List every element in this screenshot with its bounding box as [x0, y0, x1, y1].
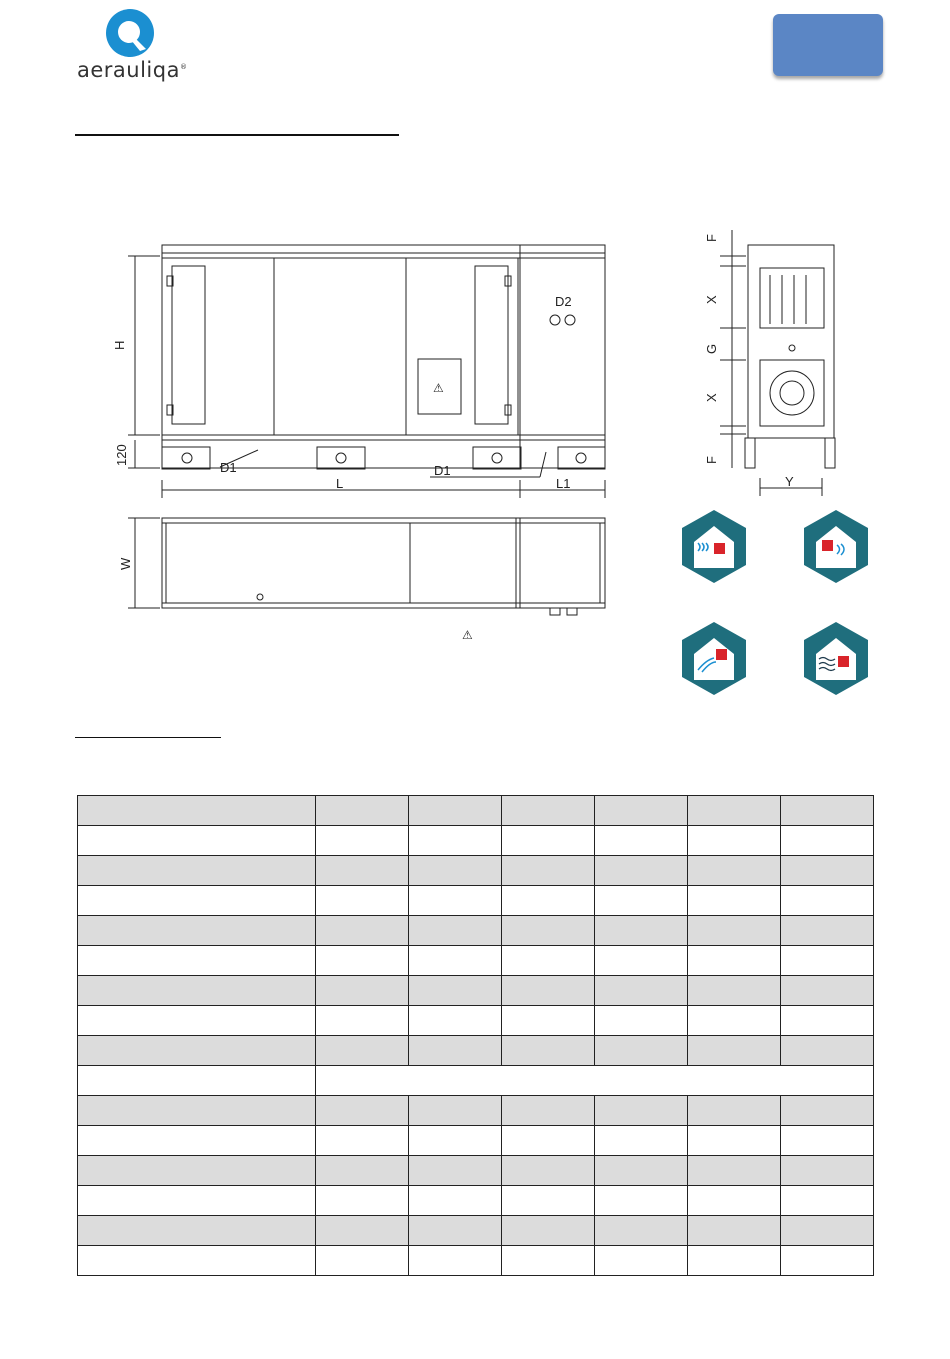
- row-label-cell: [78, 1066, 316, 1096]
- value-cell: [688, 1096, 781, 1126]
- row-label-cell: [78, 1186, 244, 1216]
- dim-label-g: G: [704, 343, 719, 354]
- value-cell: [595, 1126, 688, 1156]
- value-cell: [688, 826, 781, 856]
- value-cell: [595, 826, 688, 856]
- value-cell: [595, 976, 688, 1006]
- value-cell: [316, 1006, 409, 1036]
- row-label-cell: [78, 1216, 244, 1246]
- value-cell: [409, 1126, 502, 1156]
- value-cell: [502, 826, 595, 856]
- value-cell: [502, 946, 595, 976]
- value-cell: [316, 796, 409, 826]
- value-cell: [502, 1036, 595, 1066]
- row-label-cell: [78, 1006, 244, 1036]
- row-unit-cell: [244, 1186, 316, 1216]
- row-label-cell: [78, 1036, 244, 1066]
- value-cell: [316, 1186, 409, 1216]
- value-cell: [781, 916, 874, 946]
- value-cell: [781, 1006, 874, 1036]
- warning-note-icon: ⚠: [462, 628, 473, 640]
- value-cell: [316, 1156, 409, 1186]
- value-cell: [688, 916, 781, 946]
- value-cell: [595, 916, 688, 946]
- value-cell: [781, 1186, 874, 1216]
- value-cell: [409, 1036, 502, 1066]
- value-cell: [409, 1246, 502, 1276]
- row-label-cell: [78, 826, 244, 856]
- value-cell: [781, 976, 874, 1006]
- value-cell: [781, 1216, 874, 1246]
- value-cell: [595, 1186, 688, 1216]
- row-unit-cell: [244, 826, 316, 856]
- dim-label-x-top: X: [704, 295, 719, 304]
- row-unit-cell: [244, 1156, 316, 1186]
- value-cell: [409, 1186, 502, 1216]
- brand-name: aerauliqa: [77, 58, 180, 82]
- table-row: [78, 1096, 874, 1126]
- table-row: [78, 1216, 874, 1246]
- value-cell: [595, 856, 688, 886]
- value-cell: [595, 1216, 688, 1246]
- dim-label-h: H: [112, 340, 127, 350]
- value-cell: [781, 826, 874, 856]
- table-row: [78, 1246, 874, 1276]
- dim-label-f-top: F: [704, 234, 719, 242]
- value-cell: [316, 826, 409, 856]
- row-label-cell: [78, 856, 244, 886]
- value-cell: [781, 1126, 874, 1156]
- supply-icon: [682, 622, 746, 695]
- logo-mark-icon: [74, 8, 199, 58]
- spec-table: [77, 795, 874, 1276]
- top-view-body: [162, 518, 605, 608]
- dim-label-l1: L1: [556, 476, 571, 491]
- table-row: [78, 1156, 874, 1186]
- value-cell: [688, 1006, 781, 1036]
- value-cell: [409, 1216, 502, 1246]
- value-cell: [316, 946, 409, 976]
- value-cell: [502, 976, 595, 1006]
- value-cell: [502, 796, 595, 826]
- value-cell: [502, 1096, 595, 1126]
- value-cell: [781, 856, 874, 886]
- value-cell: [595, 946, 688, 976]
- value-cell: [502, 1186, 595, 1216]
- value-cell: [688, 1126, 781, 1156]
- row-unit-cell: [244, 1006, 316, 1036]
- value-cell: [688, 1036, 781, 1066]
- value-cell: [502, 1126, 595, 1156]
- value-cell: [502, 1246, 595, 1276]
- value-cell: [316, 1246, 409, 1276]
- value-cell: [595, 1006, 688, 1036]
- row-unit-cell: [244, 1126, 316, 1156]
- value-cell: [409, 856, 502, 886]
- row-unit-cell: [244, 916, 316, 946]
- value-cell: [781, 1156, 874, 1186]
- value-cell: [316, 856, 409, 886]
- merged-value-cell: [316, 1066, 874, 1096]
- table-row: [78, 856, 874, 886]
- value-cell: [595, 1036, 688, 1066]
- dim-label-120: 120: [114, 444, 129, 466]
- value-cell: [409, 946, 502, 976]
- table-row: [78, 796, 874, 826]
- dim-label-y: Y: [785, 474, 794, 489]
- value-cell: [502, 1156, 595, 1186]
- dim-label-w: W: [118, 557, 133, 570]
- value-cell: [502, 916, 595, 946]
- row-label-cell: [78, 946, 244, 976]
- value-cell: [688, 1156, 781, 1186]
- function-icons: [680, 510, 870, 700]
- heating-icon: [804, 510, 868, 583]
- door-right: [475, 266, 508, 424]
- row-unit-cell: [244, 796, 316, 826]
- table-row: [78, 826, 874, 856]
- value-cell: [688, 976, 781, 1006]
- row-label-cell: [78, 1246, 244, 1276]
- row-label-cell: [78, 1156, 244, 1186]
- dim-label-f-bottom: F: [704, 456, 719, 464]
- airflow-icon: [804, 622, 868, 695]
- value-cell: [595, 1096, 688, 1126]
- value-cell: [688, 946, 781, 976]
- value-cell: [502, 886, 595, 916]
- value-cell: [409, 1156, 502, 1186]
- row-label-cell: [78, 916, 244, 946]
- value-cell: [316, 1036, 409, 1066]
- value-cell: [316, 916, 409, 946]
- value-cell: [409, 976, 502, 1006]
- value-cell: [502, 856, 595, 886]
- value-cell: [409, 1096, 502, 1126]
- row-unit-cell: [244, 946, 316, 976]
- row-unit-cell: [244, 976, 316, 1006]
- value-cell: [781, 886, 874, 916]
- value-cell: [409, 886, 502, 916]
- row-unit-cell: [244, 1036, 316, 1066]
- section-title-rule: [75, 134, 399, 136]
- row-unit-cell: [244, 886, 316, 916]
- dim-label-d1b: D1: [434, 463, 451, 478]
- row-unit-cell: [244, 1096, 316, 1126]
- value-cell: [781, 1036, 874, 1066]
- row-unit-cell: [244, 1246, 316, 1276]
- table-row: [78, 1006, 874, 1036]
- value-cell: [316, 1096, 409, 1126]
- value-cell: [595, 1156, 688, 1186]
- row-label-cell: [78, 976, 244, 1006]
- value-cell: [688, 886, 781, 916]
- value-cell: [595, 1246, 688, 1276]
- row-label-cell: [78, 1096, 244, 1126]
- value-cell: [595, 886, 688, 916]
- dim-label-d1: D1: [220, 460, 237, 475]
- value-cell: [688, 1246, 781, 1276]
- table-row: [78, 1186, 874, 1216]
- door-left: [172, 266, 205, 424]
- value-cell: [316, 976, 409, 1006]
- value-cell: [688, 856, 781, 886]
- brand-logo: [74, 8, 199, 86]
- subsection-title-rule: [75, 737, 221, 738]
- value-cell: [781, 1096, 874, 1126]
- table-row: [78, 886, 874, 916]
- row-label-cell: [78, 886, 244, 916]
- row-label-cell: [78, 796, 244, 826]
- row-unit-cell: [244, 1216, 316, 1246]
- value-cell: [409, 826, 502, 856]
- row-unit-cell: [244, 856, 316, 886]
- value-cell: [688, 1186, 781, 1216]
- value-cell: [409, 1006, 502, 1036]
- value-cell: [316, 886, 409, 916]
- value-cell: [409, 916, 502, 946]
- section-tab-badge: [773, 14, 883, 76]
- value-cell: [781, 946, 874, 976]
- value-cell: [688, 796, 781, 826]
- table-row: [78, 1126, 874, 1156]
- dim-label-l: L: [336, 476, 344, 491]
- value-cell: [688, 1216, 781, 1246]
- value-cell: [502, 1216, 595, 1246]
- value-cell: [409, 796, 502, 826]
- extract-icon: [682, 510, 746, 583]
- value-cell: [595, 796, 688, 826]
- table-row: [78, 1036, 874, 1066]
- value-cell: [502, 1006, 595, 1036]
- value-cell: [781, 1246, 874, 1276]
- row-label-cell: [78, 1126, 244, 1156]
- table-row: [78, 976, 874, 1006]
- value-cell: [316, 1126, 409, 1156]
- side-view-body: [748, 245, 834, 438]
- dim-label-d2: D2: [555, 294, 572, 309]
- table-row: [78, 946, 874, 976]
- warning-icon: ⚠: [433, 381, 444, 395]
- table-row: [78, 916, 874, 946]
- value-cell: [316, 1216, 409, 1246]
- dim-label-x-bottom: X: [704, 393, 719, 402]
- value-cell: [781, 796, 874, 826]
- registered-mark: ®: [179, 63, 188, 71]
- table-row: [78, 1066, 874, 1096]
